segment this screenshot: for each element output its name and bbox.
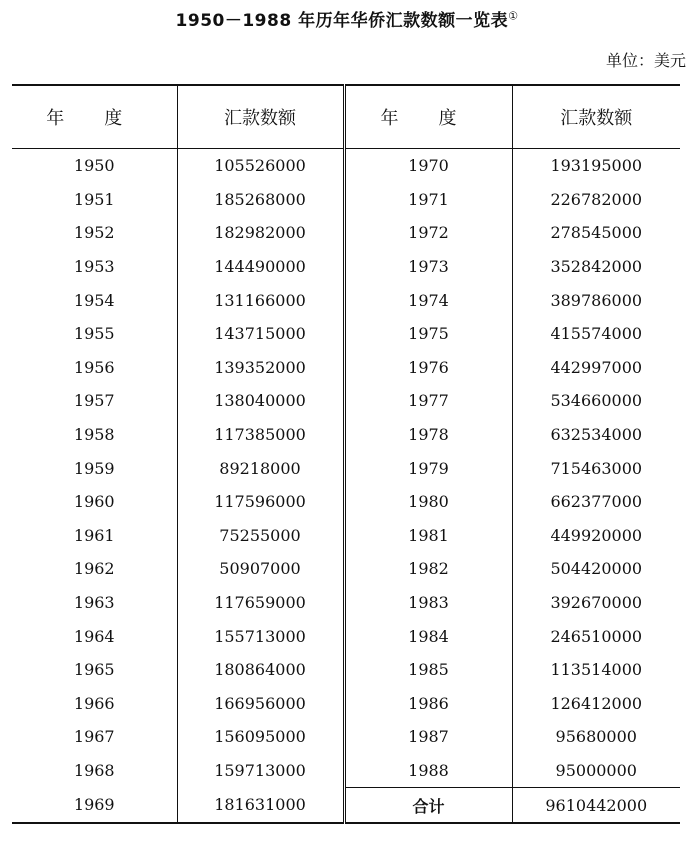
year-cell-right: 1982: [344, 552, 512, 586]
year-cell-left: 1951: [73, 189, 115, 209]
year-cell-right: 1972: [344, 216, 512, 250]
table-row: [12, 283, 680, 317]
year-cell-right: 1986: [344, 687, 512, 721]
year-cell-right: 1979: [344, 451, 512, 485]
year-cell-left: 1961: [73, 525, 115, 545]
amount-cell-right: 534660000: [512, 384, 680, 418]
year-cell-right: 1981: [344, 519, 512, 553]
table-row: [12, 586, 680, 620]
amount-cell-left: 89218000: [177, 451, 344, 485]
year-cell-right: 1970: [344, 149, 512, 183]
table-row: [12, 552, 680, 586]
year-cell-right: 1974: [344, 283, 512, 317]
table-row: [12, 519, 680, 553]
table-row: [12, 418, 680, 452]
amount-cell-left: 143715000: [177, 317, 344, 351]
amount-cell-right: 95680000: [512, 720, 680, 754]
year-cell-right: 1978: [344, 418, 512, 452]
year-cell-right: 1983: [344, 586, 512, 620]
year-cell-left: 1954: [73, 290, 115, 310]
table-row: [12, 720, 680, 754]
year-cell-left: 1964: [73, 626, 115, 646]
amount-cell-right: 352842000: [512, 250, 680, 284]
remittance-table-container: [12, 84, 680, 824]
table-row: [12, 351, 680, 385]
table-row: [12, 788, 680, 823]
title-text: 1950－1988 年历年华侨汇款数额一览表: [175, 11, 509, 31]
amount-cell-left: 156095000: [177, 720, 344, 754]
year-cell-left: 1955: [73, 324, 115, 344]
table-body: [12, 149, 680, 823]
year-cell-right: 1973: [344, 250, 512, 284]
table-row: [12, 149, 680, 183]
table-row: [12, 619, 680, 653]
amount-cell-right: 715463000: [512, 451, 680, 485]
amount-cell-left: 159713000: [177, 754, 344, 788]
amount-cell-right: 504420000: [512, 552, 680, 586]
amount-cell-right: 126412000: [512, 687, 680, 721]
amount-cell-right: 415574000: [512, 317, 680, 351]
table-row: [12, 687, 680, 721]
year-cell-right: 1975: [344, 317, 512, 351]
amount-cell-right: 449920000: [512, 519, 680, 553]
header-amount-right: 汇款数额: [512, 85, 680, 149]
remittance-table: [12, 84, 680, 824]
total-label: 合计: [344, 788, 512, 823]
year-cell-right: 1977: [344, 384, 512, 418]
table-row: [12, 183, 680, 217]
amount-cell-left: 180864000: [177, 653, 344, 687]
amount-cell-right: 113514000: [512, 653, 680, 687]
amount-cell-right: 662377000: [512, 485, 680, 519]
table-row: [12, 653, 680, 687]
year-cell-left: 1966: [73, 693, 115, 713]
year-cell-left: 1968: [73, 761, 115, 781]
amount-cell-left: 185268000: [177, 183, 344, 217]
year-cell-left: 1953: [73, 257, 115, 277]
year-cell-left: 1957: [73, 391, 115, 411]
amount-cell-right: 95000000: [512, 754, 680, 788]
amount-cell-left: 139352000: [177, 351, 344, 385]
table-row: [12, 754, 680, 788]
amount-cell-left: 166956000: [177, 687, 344, 721]
amount-cell-left: 181631000: [177, 788, 344, 823]
year-cell-left: 1962: [73, 559, 115, 579]
amount-cell-right: 442997000: [512, 351, 680, 385]
year-cell-left: 1963: [73, 593, 115, 613]
table-row: [12, 451, 680, 485]
table-row: [12, 384, 680, 418]
amount-cell-right: 193195000: [512, 149, 680, 183]
year-cell-left: 1952: [73, 223, 115, 243]
year-cell-left: 1956: [73, 357, 115, 377]
amount-cell-left: 117385000: [177, 418, 344, 452]
amount-cell-left: 75255000: [177, 519, 344, 553]
amount-cell-left: 50907000: [177, 552, 344, 586]
year-cell-left: 1965: [73, 660, 115, 680]
amount-cell-right: 226782000: [512, 183, 680, 217]
year-cell-left: 1960: [73, 492, 115, 512]
header-amount-left: 汇款数额: [177, 85, 344, 149]
year-cell-right: 1984: [344, 619, 512, 653]
header-row: [12, 85, 680, 149]
table-row: [12, 250, 680, 284]
total-value: 9610442000: [512, 788, 680, 823]
year-cell-right: 1985: [344, 653, 512, 687]
table-row: [12, 485, 680, 519]
year-cell-right: 1987: [344, 720, 512, 754]
amount-cell-right: 246510000: [512, 619, 680, 653]
year-cell-right: 1976: [344, 351, 512, 385]
amount-cell-left: 182982000: [177, 216, 344, 250]
year-cell-left: 1958: [73, 425, 115, 445]
amount-cell-right: 392670000: [512, 586, 680, 620]
table-row: [12, 216, 680, 250]
header-year-left: 年度: [12, 85, 177, 149]
table-row: [12, 317, 680, 351]
amount-cell-left: 117659000: [177, 586, 344, 620]
amount-cell-left: 131166000: [177, 283, 344, 317]
amount-cell-left: 105526000: [177, 149, 344, 183]
amount-cell-right: 632534000: [512, 418, 680, 452]
year-cell-left: 1959: [73, 458, 115, 478]
year-cell-right: 1971: [344, 183, 512, 217]
year-cell-right: 1980: [344, 485, 512, 519]
year-cell-right: 1988: [344, 754, 512, 788]
amount-cell-left: 138040000: [177, 384, 344, 418]
amount-cell-right: 278545000: [512, 216, 680, 250]
year-cell-left: 1969: [12, 788, 177, 823]
amount-cell-left: 144490000: [177, 250, 344, 284]
amount-cell-right: 389786000: [512, 283, 680, 317]
amount-cell-left: 155713000: [177, 619, 344, 653]
year-cell-left: 1967: [73, 727, 115, 747]
page-title: [0, 6, 694, 31]
year-cell-left: 1950: [73, 156, 115, 176]
unit-label: 单位：美元: [605, 51, 686, 70]
amount-cell-left: 117596000: [177, 485, 344, 519]
header-year-right: 年度: [344, 85, 512, 149]
footnote-mark: ①: [508, 9, 519, 23]
